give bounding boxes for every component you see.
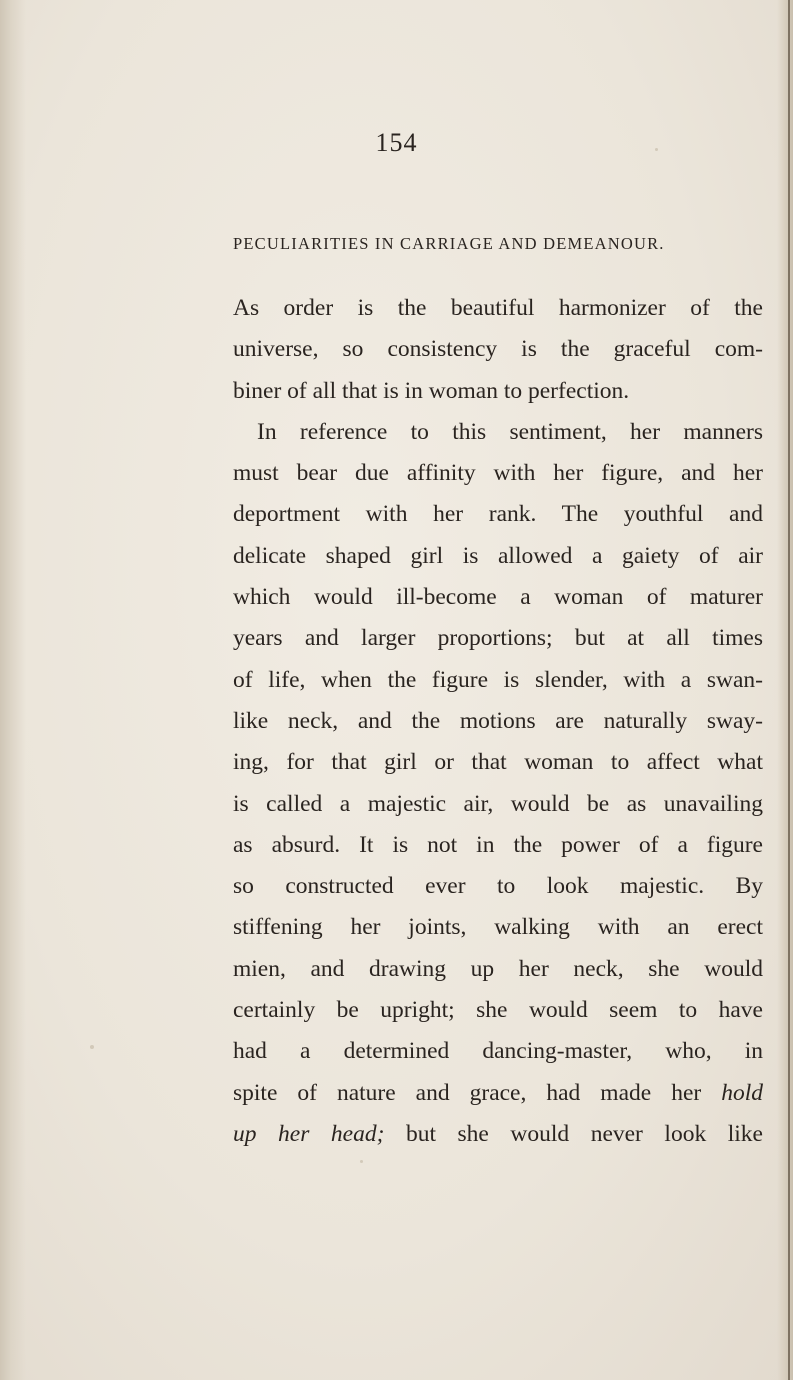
text-line: years and larger proportions; but at all times [233, 625, 763, 652]
page-edge-line [788, 0, 790, 1380]
text-line: had a determined dancing-master, who, in [233, 1038, 763, 1065]
page-edge-shadow [777, 0, 793, 1380]
text-line: spite of nature and grace, had made her hold [233, 1079, 763, 1106]
text-line: universe, so consistency is the graceful com- [233, 336, 763, 363]
body-text [233, 288, 763, 1155]
text-line: like neck, and the motions are naturally sway- [233, 707, 763, 734]
text-line: ing, for that girl or that woman to affect what [233, 749, 763, 776]
paper-spot [90, 1045, 94, 1049]
italic-text: up her head; [233, 1120, 385, 1147]
text-line: In reference to this sentiment, her manners [257, 418, 763, 445]
text-line: as absurd. It is not in the power of a figure [233, 831, 763, 858]
text-line: must bear due affinity with her figure, and her [233, 460, 763, 487]
page-number: 154 [375, 128, 418, 157]
text-line: deportment with her rank. The youthful and [233, 501, 763, 528]
text-line: is called a majestic air, would be as unavailing [233, 790, 763, 817]
paper-spot [360, 1160, 363, 1163]
text-line: up her head; but she would never look like [233, 1120, 763, 1147]
text-line: stiffening her joints, walking with an erect [233, 914, 763, 941]
text-line: biner of all that is in woman to perfection. [233, 377, 630, 404]
text-line: As order is the beautiful harmonizer of the [233, 295, 763, 321]
text-line: of life, when the figure is slender, with a swan- [233, 666, 763, 693]
text-line: certainly be upright; she would seem to have [233, 997, 763, 1024]
text-line: delicate shaped girl is allowed a gaiety of air [233, 542, 763, 569]
italic-text: hold [721, 1079, 763, 1106]
section-heading: PECULIARITIES IN CARRIAGE AND DEMEANOUR. [233, 234, 665, 253]
book-gutter-shadow [0, 0, 26, 1380]
text-line: so constructed ever to look majestic. By [233, 873, 763, 900]
text-line: mien, and drawing up her neck, she would [233, 955, 763, 982]
text-line: which would ill-become a woman of maturer [233, 584, 763, 611]
